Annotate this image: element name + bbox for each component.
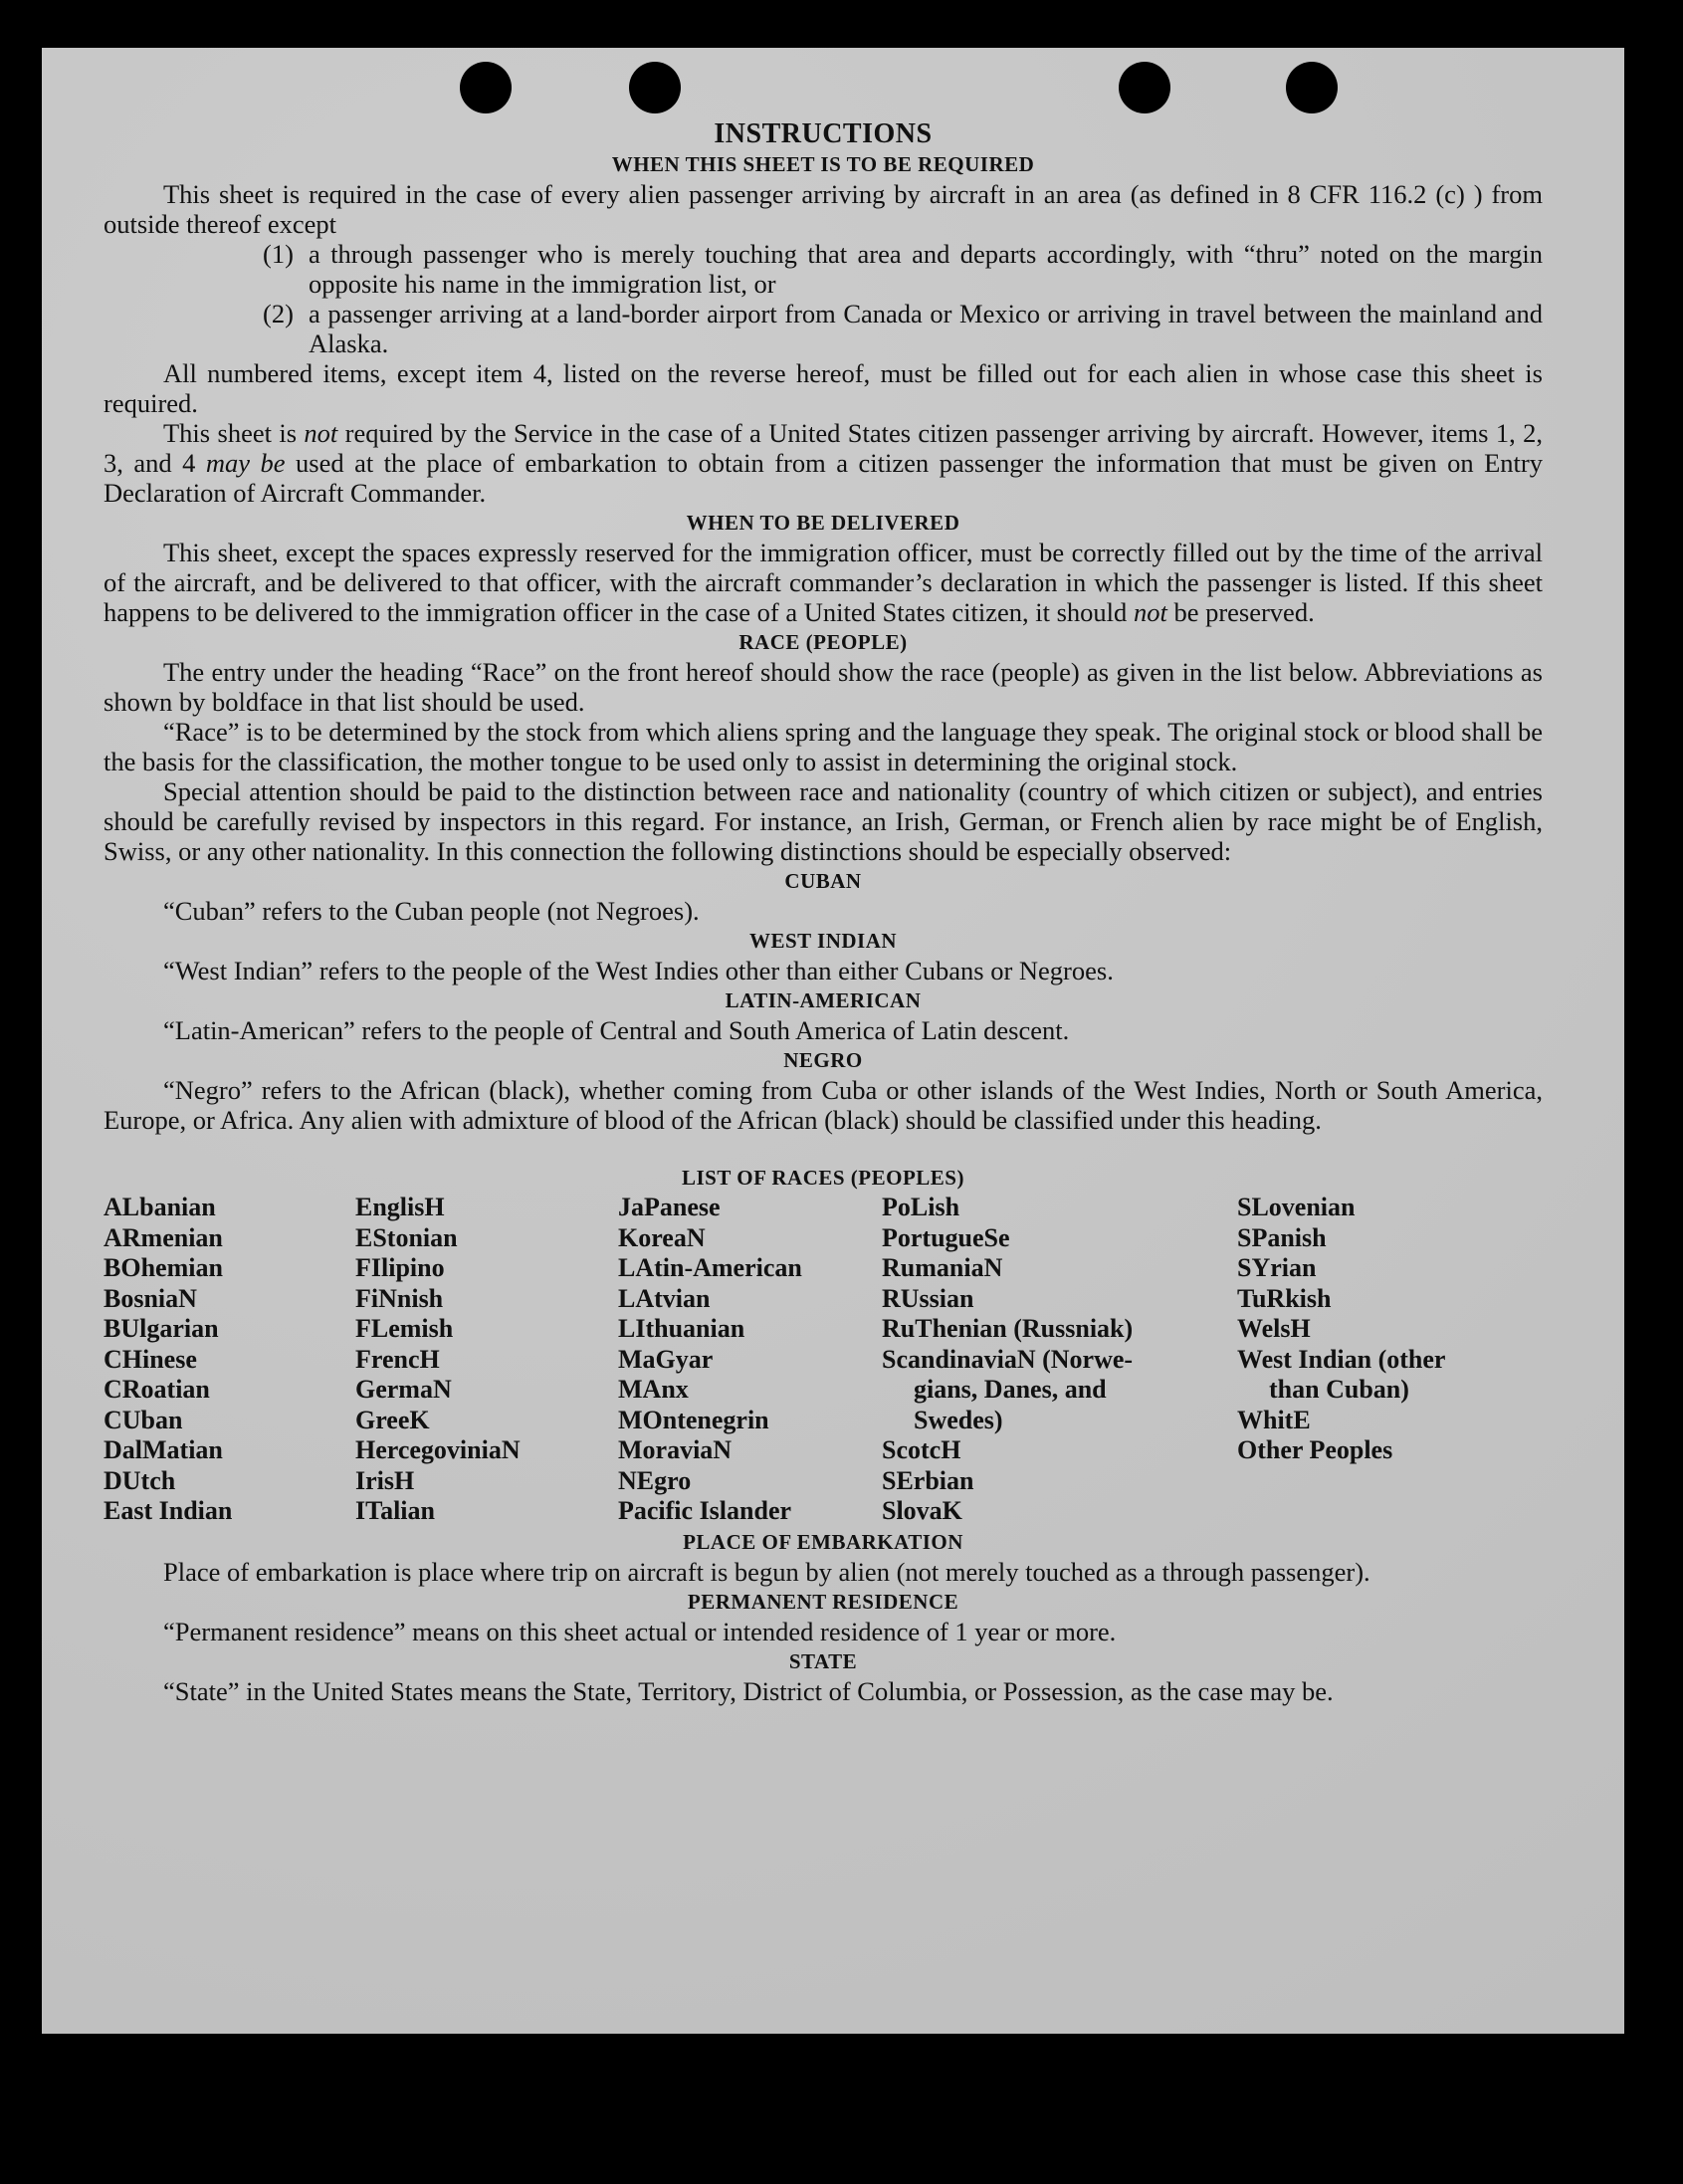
distinction-text: “Negro” refers to the African (black), whether coming from Cuba or other islands of the West Indies, North or South America, Europe, or Africa. Any alien with admixture of blood of the African (black) should be classified under this heading. <box>104 1075 1543 1135</box>
race-list-column <box>1237 1193 1536 1527</box>
race-entry: WhitE <box>1237 1405 1311 1434</box>
distinction-heading: WEST INDIAN <box>748 929 898 953</box>
race-entry: Pacific Islander <box>618 1496 792 1525</box>
race-entry: SLovenian <box>1237 1193 1356 1221</box>
punch-hole <box>1119 62 1170 113</box>
race-list-column <box>618 1193 882 1527</box>
residence-paragraph: “Permanent residence” means on this sheet actual or intended residence of 1 year or more. <box>163 1616 1117 1646</box>
race-entry: DUtch <box>104 1465 176 1495</box>
race-entry: gians, Danes, and <box>914 1375 1107 1404</box>
section-heading-required: WHEN THIS SHEET IS TO BE REQUIRED <box>611 152 1035 176</box>
race-entry: East Indian <box>104 1496 233 1525</box>
distinction-heading: CUBAN <box>784 869 862 893</box>
race-entry: EnglisH <box>355 1193 445 1221</box>
race-entry: PortugueSe <box>882 1222 1010 1252</box>
race-paragraph: Special attention should be paid to the distinction between race and nationality (country of which citizen or subject), and entries should be carefully revised by inspectors in this regard. For instance, an Irish, German, or French alien by race might be of English, Swiss, or any other nationality. In this connection the following distinctions should be especially observed: <box>104 776 1543 866</box>
distinction-text: “Cuban” refers to the Cuban people (not Negroes). <box>163 896 700 926</box>
embarkation-paragraph: Place of embarkation is place where trip on aircraft is begun by alien (not merely touched as a through passenger). <box>163 1556 1370 1587</box>
race-paragraph: The entry under the heading “Race” on the front hereof should show the race (people) as given in the list below. Abbreviations as shown by boldface in that list should be used. <box>104 657 1543 717</box>
punch-hole <box>1286 62 1338 113</box>
distinction-text: “Latin-American” refers to the people of Central and South America of Latin descent. <box>163 1015 1070 1045</box>
race-entry: LAtvian <box>618 1283 711 1313</box>
section-heading-state: STATE <box>788 1648 858 1673</box>
race-entry: MaGyar <box>618 1344 714 1374</box>
race-entry: Other Peoples <box>1237 1435 1393 1464</box>
distinction-heading: LATIN-AMERICAN <box>725 988 922 1012</box>
race-entry: TuRkish <box>1237 1283 1332 1313</box>
race-list-column <box>355 1193 618 1527</box>
race-entry: RumaniaN <box>882 1253 1003 1282</box>
race-entry: MoraviaN <box>618 1435 733 1464</box>
state-paragraph: “State” in the United States means the State, Territory, District of Columbia, or Possession, as the case may be. <box>163 1675 1334 1706</box>
race-entry: SYrian <box>1237 1253 1317 1282</box>
race-entry: FLemish <box>355 1314 454 1343</box>
race-entry: MAnx <box>618 1375 689 1404</box>
instructions-text <box>104 119 1543 1706</box>
section-heading-embarkation: PLACE OF EMBARKATION <box>683 1529 963 1554</box>
race-entry: NEgro <box>618 1465 692 1495</box>
not-required-paragraph: This sheet is not required by the Service in the case of a United States citizen passenger arriving by aircraft. However, items 1, 2, 3, and 4 may be used at the place of embarkation to obtain from a citizen passenger the information that must be given on Entry Declaration of Aircraft Commander. <box>104 418 1543 508</box>
punch-hole <box>460 62 512 113</box>
race-entry: EStonian <box>355 1222 458 1252</box>
race-entry: RuThenian (Russniak) <box>882 1314 1134 1343</box>
race-entry: ALbanian <box>104 1193 216 1221</box>
section-heading-race: RACE (PEOPLE) <box>738 630 908 654</box>
race-entry: ARmenian <box>104 1222 223 1252</box>
race-entry: ITalian <box>355 1496 435 1525</box>
race-entry: Swedes) <box>914 1405 1003 1434</box>
race-entry: KoreaN <box>618 1222 706 1252</box>
race-entry: BUlgarian <box>104 1314 219 1343</box>
race-paragraph: “Race” is to be determined by the stock from which aliens spring and the language they speak. The original stock or blood shall be the basis for the classification, the mother tongue to be used only to assist in determining the original stock. <box>104 717 1543 776</box>
race-entry: MOntenegrin <box>618 1405 769 1434</box>
exception-item: (1) a through passenger who is merely touching that area and departs accordingly, with “thru” noted on the margin opposite his name in the immigration list, or <box>263 239 1543 299</box>
race-entry: than Cuban) <box>1269 1375 1409 1404</box>
race-entry: FIlipino <box>355 1253 445 1282</box>
race-entry: WelsH <box>1237 1314 1311 1343</box>
section-heading-delivered: WHEN TO BE DELIVERED <box>686 511 960 535</box>
race-list <box>104 1193 1543 1527</box>
race-entry: GermaN <box>355 1375 452 1404</box>
distinction-text: “West Indian” refers to the people of the West Indies other than either Cubans or Negroes. <box>163 956 1114 985</box>
race-entry: West Indian (other <box>1237 1344 1446 1374</box>
exception-item: (2) a passenger arriving at a land-border airport from Canada or Mexico or arriving in travel between the mainland and Alaska. <box>263 299 1543 358</box>
punch-hole <box>629 62 681 113</box>
race-entry: FiNnish <box>355 1283 444 1313</box>
race-entry: CHinese <box>104 1344 197 1374</box>
race-entry: FrencH <box>355 1344 440 1374</box>
page-title: INSTRUCTIONS <box>714 118 933 149</box>
race-list-column <box>104 1193 355 1527</box>
race-entry: BOhemian <box>104 1253 223 1282</box>
race-list-column <box>882 1193 1237 1527</box>
race-entry: SErbian <box>882 1465 974 1495</box>
race-entry: SPanish <box>1237 1222 1327 1252</box>
section-heading-residence: PERMANENT RESIDENCE <box>687 1589 959 1614</box>
race-entry: LAtin-American <box>618 1253 802 1282</box>
race-entry: ScandinaviaN (Norwe- <box>882 1344 1134 1374</box>
race-list-heading: LIST OF RACES (PEOPLES) <box>682 1166 964 1190</box>
required-intro: This sheet is required in the case of every alien passenger arriving by aircraft in an area (as defined in 8 CFR 116.2 (c) ) from outside thereof except <box>104 179 1543 239</box>
race-entry: BosniaN <box>104 1283 197 1313</box>
race-entry: GreeK <box>355 1405 430 1434</box>
race-entry: CUban <box>104 1405 183 1434</box>
race-entry: PoLish <box>882 1193 960 1221</box>
race-entry: IrisH <box>355 1465 415 1495</box>
race-entry: SlovaK <box>882 1496 962 1525</box>
race-entry: CRoatian <box>104 1375 210 1404</box>
race-entry: ScotcH <box>882 1435 961 1464</box>
race-entry: RUssian <box>882 1283 974 1313</box>
race-entry: DalMatian <box>104 1435 223 1464</box>
distinction-heading: NEGRO <box>783 1048 863 1072</box>
race-entry: JaPanese <box>618 1193 721 1221</box>
delivered-paragraph: This sheet, except the spaces expressly reserved for the immigration officer, must be correctly filled out by the time of the arrival of the aircraft, and be delivered to that officer, with the aircraft commander’s declaration in which the passenger is listed. If this sheet happens to be delivered to the immigration officer in the case of a United States citizen, it should not be preserved. <box>104 538 1543 627</box>
race-entry: LIthuanian <box>618 1314 745 1343</box>
numbered-items-paragraph: All numbered items, except item 4, listed on the reverse hereof, must be filled out for each alien in whose case this sheet is required. <box>104 358 1543 418</box>
race-entry: HercegoviniaN <box>355 1435 521 1464</box>
